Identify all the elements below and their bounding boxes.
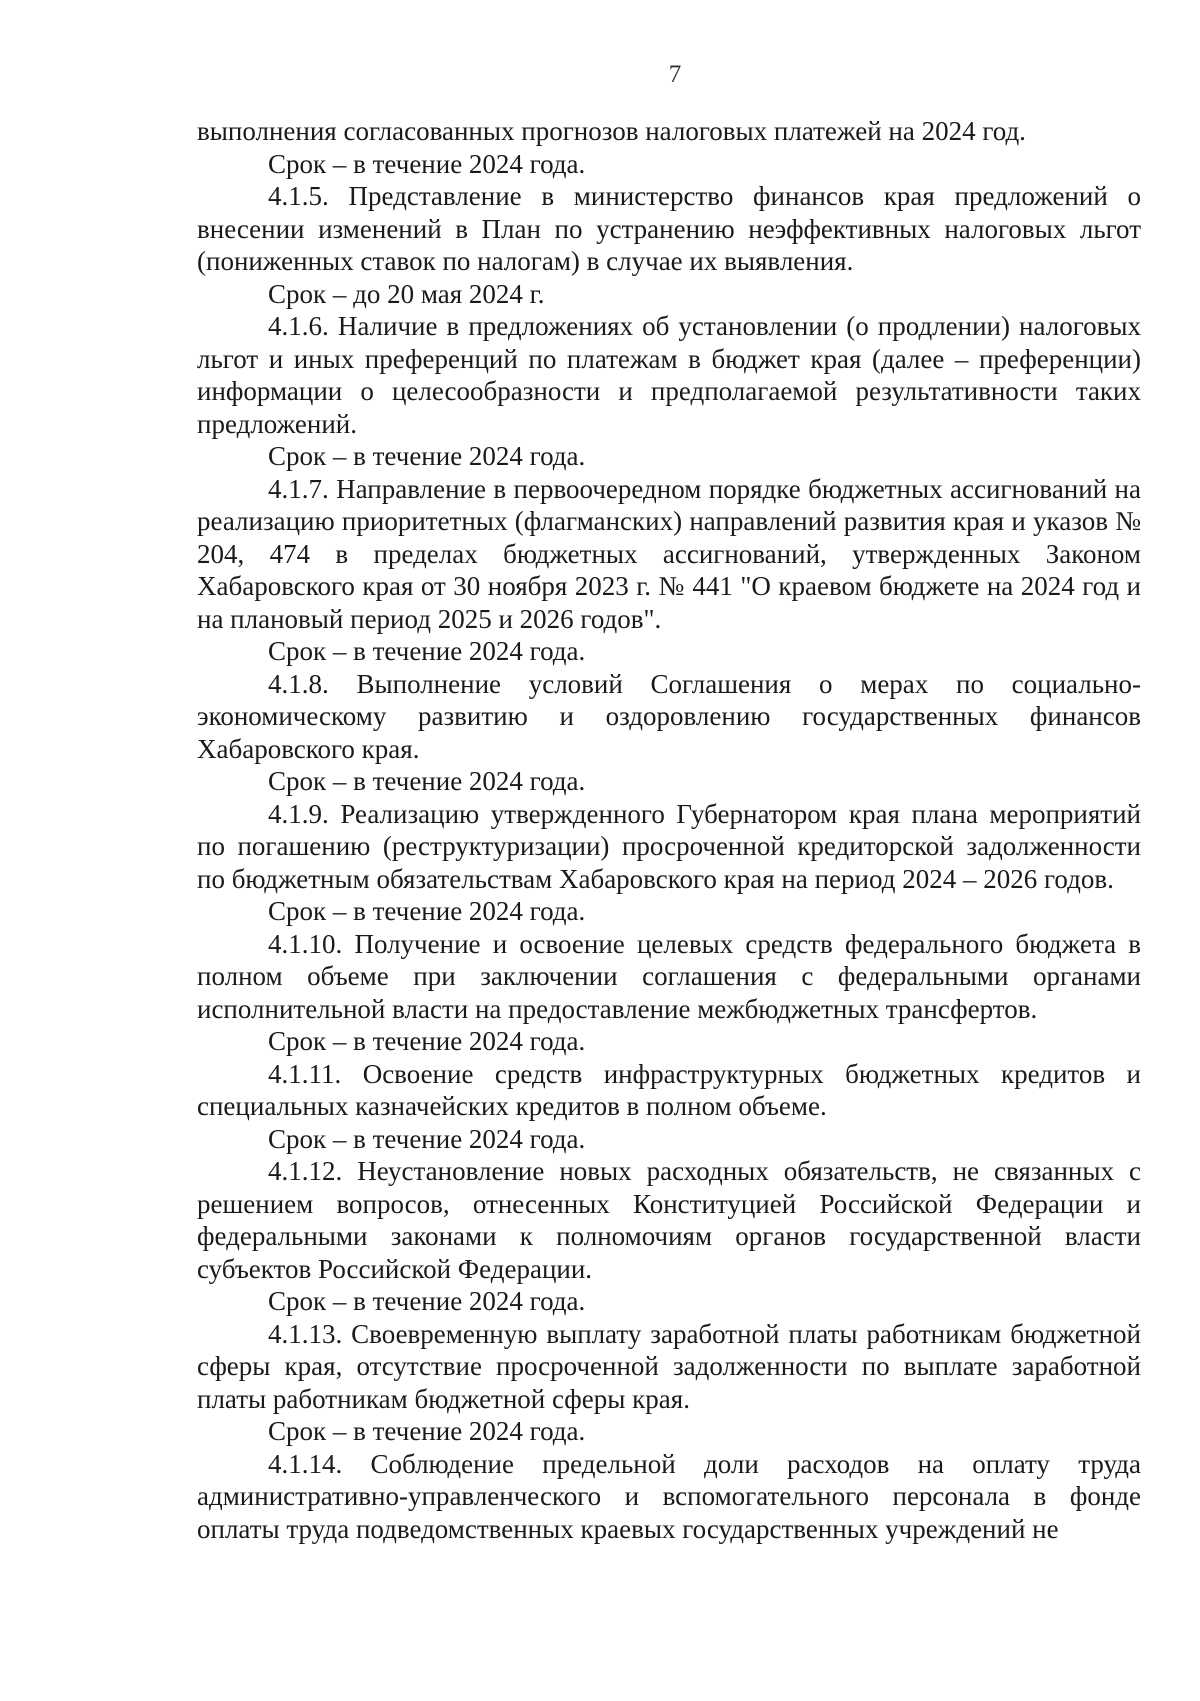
paragraph: 4.1.6. Наличие в предложениях об установлении (о продлении) налоговых льгот и иных преференций по платежам в бюджет края (далее – преференции) информации о целесообразности и предполагаемой результативности таких предложений. — [197, 311, 1141, 439]
deadline-line: Срок – в течение 2024 года. — [268, 766, 586, 796]
paragraph: 4.1.14. Соблюдение предельной доли расходов на оплату труда административно-управленческого и вспомогательного персонала в фонде оплаты труда подведомственных краевых государственных учреждений не — [197, 1448, 1141, 1544]
deadline-line: Срок – в течение 2024 года. — [268, 148, 586, 179]
paragraph: 4.1.13. Своевременную выплату заработной платы работникам бюджетной сферы края, отсутствие просроченной задолженности по выплате заработной платы работникам бюджетной сферы края. — [197, 1318, 1141, 1414]
deadline-line: Срок – в течение 2024 года. — [268, 1123, 586, 1154]
paragraph: 4.1.7. Направление в первоочередном порядке бюджетных ассигнований на реализацию приоритетных (флагманских) направлений развития края и указов № 204, 474 в пределах бюджетных ассигнований, утвержденных Законом Хабаровского края от 30 ноября 2023 г. № 441 "О краевом бюджете на 2024 год и на плановый период 2025 и 2026 годов". — [197, 473, 1141, 634]
paragraph: 4.1.8. Выполнение условий Соглашения о мерах по социально-экономическому развитию и оздоровлению государственных финансов Хабаровского края. — [197, 668, 1141, 764]
deadline-line: Срок – в течение 2024 года. — [268, 1286, 586, 1316]
deadline-line: Срок – в течение 2024 года. — [268, 896, 586, 926]
deadline-line: Срок – в течение 2024 года. — [268, 1026, 586, 1056]
deadline-line: Срок – в течение 2024 года. — [268, 636, 586, 666]
deadline-line: Срок – в течение 2024 года. — [268, 1416, 586, 1446]
deadline-line: Срок – до 20 мая 2024 г. — [268, 278, 545, 309]
paragraph: 4.1.10. Получение и освоение целевых средств федерального бюджета в полном объеме при заключении соглашения с федеральными органами исполнительной власти на предоставление межбюджетных трансфертов. — [197, 928, 1141, 1024]
deadline-line: Срок – в течение 2024 года. — [268, 441, 586, 471]
paragraph: выполнения согласованных прогнозов налоговых платежей на 2024 год. — [197, 116, 1026, 146]
page-number: 7 — [668, 61, 682, 88]
paragraph: 4.1.9. Реализацию утвержденного Губернатором края плана мероприятий по погашению (реструктуризации) просроченной кредиторской задолженности по бюджетным обязательствам Хабаровского края на период 2024 – 2026 годов. — [197, 798, 1141, 894]
paragraph: 4.1.12. Неустановление новых расходных обязательств, не связанных с решением вопросов, отнесенных Конституцией Российской Федерации и федеральными законами к полномочиям органов государственной власти субъектов Российской Федерации. — [197, 1156, 1141, 1284]
paragraph: 4.1.5. Представление в министерство финансов края предложений о внесении изменений в План по устранению неэффективных налоговых льгот (пониженных ставок по налогам) в случае их выявления. — [197, 181, 1141, 276]
paragraph: 4.1.11. Освоение средств инфраструктурных бюджетных кредитов и специальных казначейских кредитов в полном объеме. — [197, 1058, 1141, 1121]
document-body — [197, 115, 1141, 1545]
